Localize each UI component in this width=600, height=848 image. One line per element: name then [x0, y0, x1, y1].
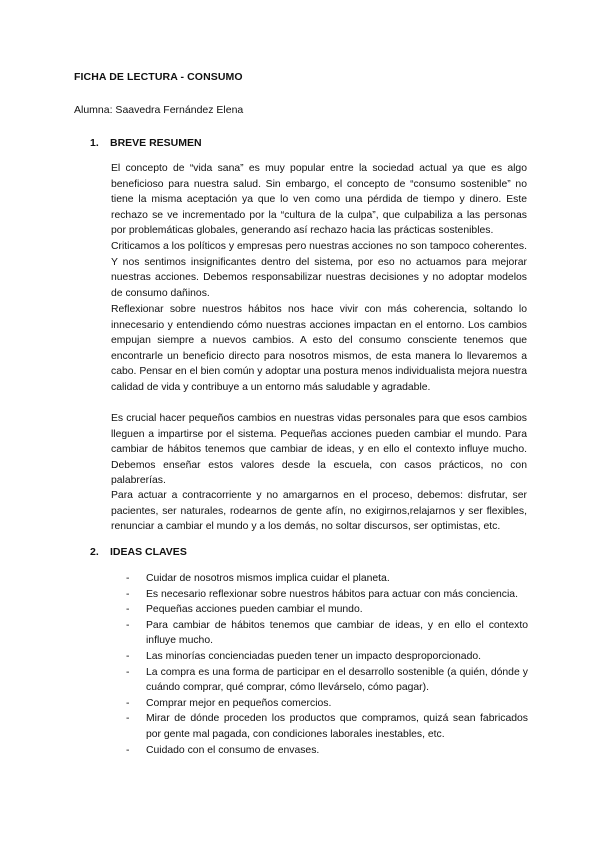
document-title: FICHA DE LECTURA - CONSUMO: [74, 71, 243, 83]
bullet-dash: -: [126, 650, 130, 662]
list-item: [126, 571, 528, 587]
list-item-text: Mirar de dónde proceden los productos que compramos, quizá sean fabricados por gente mal pagada, con condiciones laborales inestables, etc.: [146, 713, 528, 740]
list-item-text: Las minorías concienciadas pueden tener un impacto desproporcionado.: [146, 650, 482, 662]
bullet-dash: -: [126, 666, 130, 678]
bullet-dash: -: [126, 604, 130, 616]
list-item-text: La compra es una forma de participar en el desarrollo sostenible (a quién, dónde y cuándo comprar, qué comprar, cómo llevárselo, cómo pagar).: [146, 666, 528, 694]
key-ideas-list: [126, 571, 528, 758]
list-item: [126, 618, 528, 649]
list-item: [126, 665, 528, 696]
student-name: Alumna: Saavedra Fernández Elena: [74, 104, 244, 116]
list-item-text: Cuidado con el consumo de envases.: [146, 744, 320, 756]
list-item: [126, 587, 528, 603]
list-item-text: Comprar mejor en pequeños comercios.: [146, 697, 332, 709]
list-item: [126, 602, 528, 618]
section-heading-key-ideas: [90, 546, 187, 558]
list-item-text: Es necesario reflexionar sobre nuestros hábitos para actuar con más conciencia.: [146, 588, 518, 600]
summary-paragraph-2: Criticamos a los políticos y empresas pero nuestras acciones no son tampoco coherentes. Y nos sentimos insignificantes dentro del sistema, por eso no actuamos para mejorar nuestras acciones. Debemos responsabilizar nuestras decisiones y no adoptar modelos de consumo dañinos.: [111, 241, 527, 299]
list-item-text: Cuidar de nosotros mismos implica cuidar el planeta.: [146, 573, 390, 584]
list-item-text: Para cambiar de hábitos tenemos que cambiar de ideas, y en ello el contexto influye mucho.: [146, 619, 528, 647]
bullet-dash: -: [126, 573, 130, 584]
section-title: BREVE RESUMEN: [110, 137, 202, 149]
summary-paragraph-4: Es crucial hacer pequeños cambios en nuestras vidas personales para que esos cambios lleguen a impartirse por el sistema. Pequeñas acciones pueden cambiar el mundo. Para cambiar de hábitos tenemos que cambiar de ideas, y en ello el contexto influye mucho. Debemos enseñar estos valores desde la escuela, con casos prácticos, no con palabrerías.: [111, 413, 527, 487]
section-heading-summary: [90, 137, 202, 149]
summary-paragraph-3: Reflexionar sobre nuestros hábitos nos hace vivir con más coherencia, soltando lo innecesario y entendiendo cómo nuestras acciones impactan en el entorno. Los cambios empujan siempre a nuevos cambios. A esto del consumo consciente tenemos que encontrarle un beneficio directo para nosotros mismos, de esta manera lo llevaremos a cabo. Pensar en el bien común y adoptar una postura menos individualista mejora nuestra calidad de vida y contribuye a un entorno más saludable y agradable.: [111, 304, 527, 393]
section-title: IDEAS CLAVES: [110, 546, 187, 558]
bullet-dash: -: [126, 744, 130, 756]
section-number: 2.: [90, 546, 99, 558]
list-item-text: Pequeñas acciones pueden cambiar el mundo.: [146, 604, 363, 616]
bullet-dash: -: [126, 713, 130, 725]
bullet-dash: -: [126, 619, 130, 631]
list-item: [126, 743, 528, 759]
bullet-dash: -: [126, 697, 130, 709]
bullet-dash: -: [126, 588, 130, 600]
list-item: [126, 711, 528, 742]
section-number: 1.: [90, 137, 99, 149]
summary-paragraph-1: El concepto de “vida sana” es muy popular entre la sociedad actual ya que es algo beneficioso para nuestra salud. Sin embargo, el concepto de “consumo sostenible” no tiene la misma aceptación ya que lo ven como una pérdida de tiempo y dinero. Este rechazo se ve incrementado por la “cultura de la culpa”, que culpabiliza a las personas por problemáticas globales, generando así rechazo hacia las prácticas sostenibles.: [111, 163, 527, 237]
summary-paragraph-5: Para actuar a contracorriente y no amargarnos en el proceso, debemos: disfrutar, ser pacientes, ser naturales, rodearnos de gente afín, no exigirnos,relajarnos y ser flexibles, renunciar a cambiar el mundo y a los demás, no soltar discursos, ser optimistas, etc.: [111, 490, 527, 533]
list-item: [126, 696, 528, 712]
list-item: [126, 649, 528, 665]
